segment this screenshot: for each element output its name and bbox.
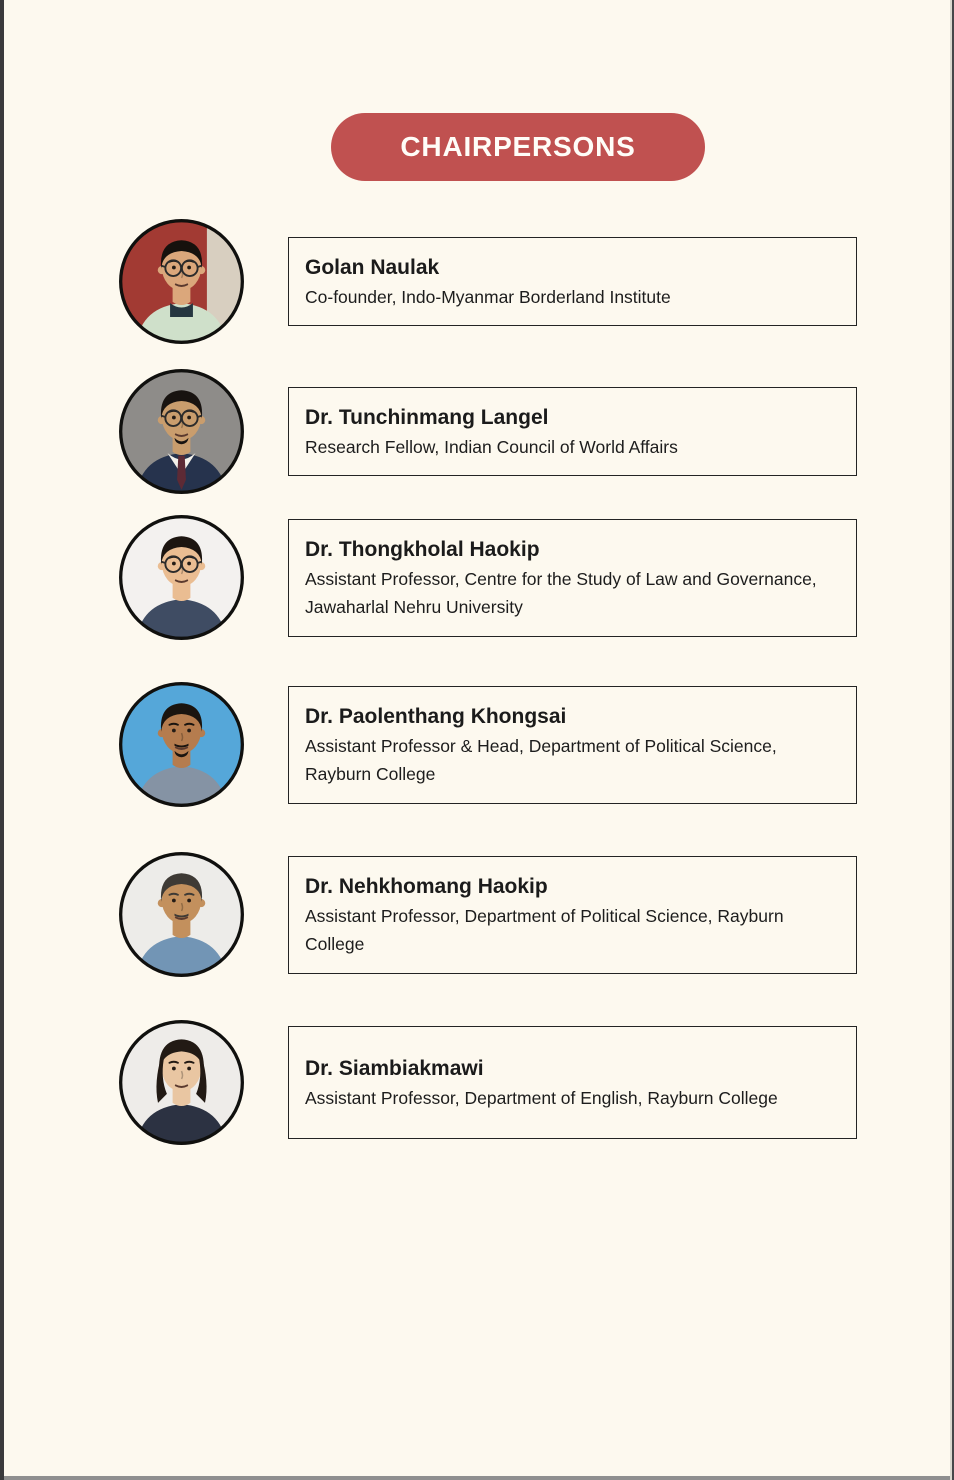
page-bottom-edge	[0, 1476, 954, 1480]
person-role: Assistant Professor, Department of English, Rayburn College	[305, 1087, 778, 1108]
person-role: Assistant Professor & Head, Department of Political Science, Rayburn College	[305, 735, 777, 784]
chairperson-row	[0, 514, 954, 641]
person-role: Research Fellow, Indian Council of World Affairs	[305, 436, 678, 457]
person-photo	[118, 514, 245, 641]
person-name: Dr. Paolenthang Khongsai	[305, 704, 567, 728]
person-photo	[118, 1019, 245, 1146]
chairpersons-header-label: CHAIRPERSONS	[400, 131, 636, 162]
person-info-box	[288, 1026, 857, 1140]
person-name: Dr. Siambiakmawi	[305, 1056, 484, 1080]
person-name: Golan Naulak	[305, 255, 440, 279]
chairperson-row	[0, 1019, 954, 1146]
person-photo	[118, 681, 245, 808]
person-photo	[118, 368, 245, 495]
chairperson-row	[0, 851, 954, 978]
person-role: Co-founder, Indo-Myanmar Borderland Institute	[305, 286, 671, 307]
page-left-edge	[0, 0, 4, 1480]
person-name: Dr. Nehkhomang Haokip	[305, 874, 548, 898]
person-name: Dr. Tunchinmang Langel	[305, 405, 549, 429]
chairperson-row	[0, 681, 954, 808]
person-photo	[118, 851, 245, 978]
person-info-box	[288, 237, 857, 327]
person-name: Dr. Thongkholal Haokip	[305, 537, 540, 561]
person-role: Assistant Professor, Department of Political Science, Rayburn College	[305, 905, 784, 954]
chairperson-row	[0, 368, 954, 495]
person-role: Assistant Professor, Centre for the Study of Law and Governance, Jawaharlal Nehru University	[305, 568, 817, 617]
chairpersons-list	[0, 218, 954, 1146]
person-info-box	[288, 387, 857, 477]
chairpersons-header-pill	[331, 113, 705, 181]
person-info-box	[288, 519, 857, 637]
person-info-box	[288, 856, 857, 974]
person-photo	[118, 218, 245, 345]
chairperson-row	[0, 218, 954, 345]
person-info-box	[288, 686, 857, 804]
